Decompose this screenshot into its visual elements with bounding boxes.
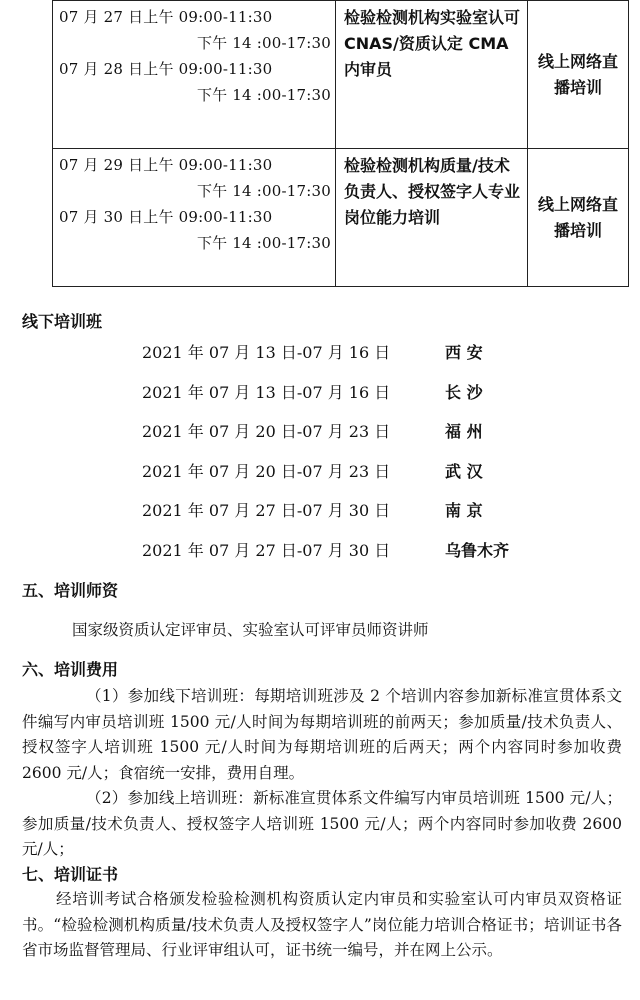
section6-heading: 六、培训费用 [22, 660, 119, 679]
schedule-mode-cell: 线上网络直播培训 [528, 149, 629, 287]
offline-city: 南 京 [445, 501, 483, 520]
time-line: 下午 14 :00-17:30 [196, 234, 331, 252]
section5-heading: 五、培训师资 [22, 581, 119, 600]
schedule-topic-cell: 检验检测机构实验室认可 CNAS/资质认定 CMA 内审员 [336, 1, 528, 149]
offline-city: 长 沙 [445, 382, 483, 402]
offline-city: 西 安 [445, 343, 483, 362]
time-line: 07 月 30 日上午 09:00-11:30 [59, 208, 273, 226]
offline-item [142, 498, 509, 538]
offline-city: 乌鲁木齐 [445, 540, 510, 560]
offline-date: 2021 年 07 月 27 日-07 月 30 日 [142, 501, 391, 520]
section5-text: 国家级资质认定评审员、实验室认可评审员师资讲师 [72, 621, 429, 639]
time-line: 下午 14 :00-17:30 [196, 34, 331, 52]
schedule-mode-cell: 线上网络直播培训 [528, 1, 629, 149]
time-line: 07 月 28 日上午 09:00-11:30 [59, 60, 273, 78]
offline-date: 2021 年 07 月 13 日-07 月 16 日 [142, 343, 391, 362]
time-line: 下午 14 :00-17:30 [196, 182, 331, 200]
offline-item [142, 340, 509, 380]
time-line: 07 月 27 日上午 09:00-11:30 [59, 8, 273, 26]
offline-city: 武 汉 [445, 461, 483, 481]
section7-paragraph: 经培训考试合格颁发检验检测机构资质认定内审员和实验室认可内审员双资格证书。“检验检测机构质量/技术负责人及授权签字人”岗位能力培训合格证书；培训证书各省市场监督管理局、行业评审组认可，证书统一编号，并在网上公示。 [22, 890, 622, 959]
offline-date: 2021 年 07 月 13 日-07 月 16 日 [142, 382, 391, 402]
schedule-time-cell [53, 149, 336, 287]
time-line: 07 月 29 日上午 09:00-11:30 [59, 156, 273, 174]
section6-paragraph-1: （1）参加线下培训班：每期培训班涉及 2 个培训内容参加新标准宣贯体系文件编写内审员培训班 1500 元/人时间为每期培训班的前两天；参加质量/技术负责人、授权签字人培训班 1500 元/人时间为每期培训班的后两天；两个内容同时参加收费 2600 元/人；食宿统一安排，费用自理。 [22, 687, 622, 782]
schedule-topic-cell: 检验检测机构质量/技术负责人、授权签字人专业岗位能力培训 [336, 149, 528, 287]
offline-item [142, 419, 509, 459]
section6-paragraph-2: （2）参加线上培训班：新标准宣贯体系文件编写内审员培训班 1500 元/人；参加质量/技术负责人、授权签字人培训班 1500 元/人；两个内容同时参加收费 2600 元/人； [22, 789, 622, 858]
offline-city: 福 州 [445, 422, 483, 441]
offline-date: 2021 年 07 月 27 日-07 月 30 日 [142, 540, 391, 560]
offline-item [142, 538, 509, 578]
offline-heading: 线下培训班 [22, 312, 103, 331]
offline-schedule-list [142, 340, 509, 577]
offline-item [142, 380, 509, 420]
schedule-time-cell [53, 1, 336, 149]
offline-item [142, 459, 509, 499]
offline-date: 2021 年 07 月 20 日-07 月 23 日 [142, 422, 391, 441]
schedule-row [53, 1, 629, 149]
section7-heading: 七、培训证书 [22, 865, 119, 884]
time-line: 下午 14 :00-17:30 [196, 86, 331, 104]
offline-date: 2021 年 07 月 20 日-07 月 23 日 [142, 461, 391, 481]
schedule-row [53, 149, 629, 287]
schedule-table [52, 0, 629, 287]
